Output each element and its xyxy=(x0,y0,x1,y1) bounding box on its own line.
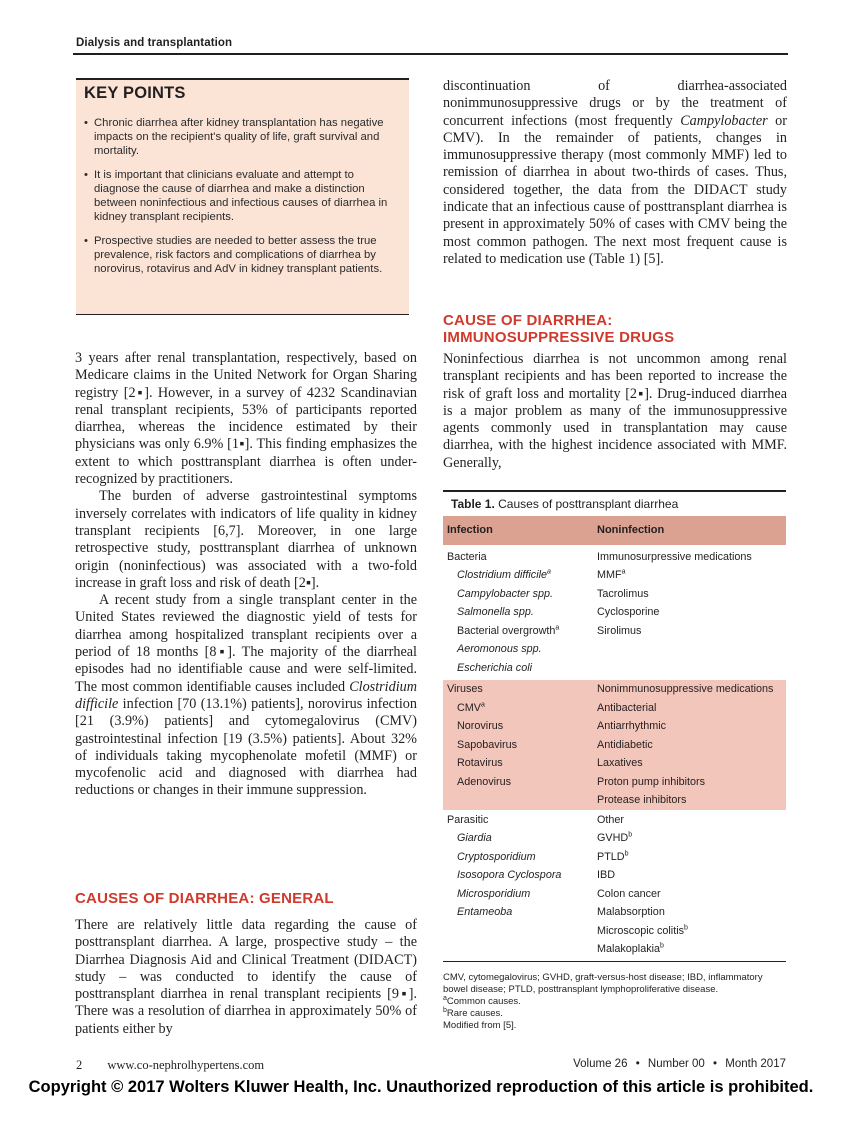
page-number: 2 xyxy=(76,1058,83,1072)
key-point-item: • Prospective studies are needed to better assess the true prevalence, risk factors and complications of diarrhea by norovirus, rotavirus and AdV in kidney transplant patients. xyxy=(84,235,383,275)
table-cell: Antibacterial xyxy=(597,701,657,714)
key-points-bottom-rule xyxy=(76,314,409,315)
table-cell: Bacteria xyxy=(447,550,487,563)
table-cell: Entameoba xyxy=(457,906,513,918)
table-cell: Clostridium difficile$^a$ xyxy=(457,568,551,581)
table-cell: IBD xyxy=(597,869,615,881)
table-section-parasitic xyxy=(443,810,786,959)
table-footnotes xyxy=(443,972,786,1033)
body-paragraph: A recent study from a single transplant center in the United States reviewed the diagnostic yield of tests for diarrhea among hospitalized transplant recipients over a period of 18 months [8▪]. The majority of the diarrheal episodes had no identifiable cause and were self-limited. The most common identifiable causes included Clostridium difficile infection [70 (13.1%) patients], norovirus infection [21 (3.9%) patients] and cytomegalovirus (CMV) gastrointestinal infection [19 (3.5%) patients]. About 32% of individuals taking mycophenolate mofetil (MMF) or mycofenolic acid and diagnosed with diarrhea had reductions or changes in their immune suppression. xyxy=(75,592,417,799)
body-paragraph: 3 years after renal transplantation, respectively, based on Medicare claims in the United Network for Organ Sharing registry [2▪]. However, in a survey of 4232 Scandinavian renal transplant recipients, 53% of participants reported diarrhea, whereas the incidence estimated by their physicians was only 6.9% [1▪]. This finding emphasizes the extent to which posttransplant diarrhea is often under-recognized by practitioners. xyxy=(75,350,417,488)
copyright-notice: Copyright © 2017 Wolters Kluwer Health, Inc. Unauthorized reproduction of this article is prohibited. xyxy=(28,1078,814,1096)
table-cell: Protease inhibitors xyxy=(597,794,687,806)
left-column xyxy=(75,350,417,800)
table-cell: Giardia xyxy=(457,832,492,844)
table-cell: Antidiabetic xyxy=(597,738,653,751)
key-points-list xyxy=(84,116,402,286)
separator: • xyxy=(635,1058,640,1070)
section-heading-general: CAUSES OF DIARRHEA: GENERAL xyxy=(75,890,334,907)
table-footnote: Modified from [5]. xyxy=(443,1020,517,1032)
table-bottom-rule xyxy=(443,961,786,962)
table-cell: Cyclosporine xyxy=(597,606,660,618)
table-cell: Salmonella spp. xyxy=(457,606,534,618)
table-footnote: $^a$Common causes. xyxy=(443,994,521,1007)
table-cell: Antiarrhythmic xyxy=(597,720,666,732)
header-rule xyxy=(73,53,788,55)
table-cell: Malakoplakia$^b$ xyxy=(597,942,664,955)
table-footnote: $^b$Rare causes. xyxy=(443,1006,503,1020)
running-head: Dialysis and transplantation xyxy=(76,37,233,49)
issue-month: Month 2017 xyxy=(725,1058,786,1070)
table-cell: Laxatives xyxy=(597,757,643,769)
table-cell: Aeromonous spp. xyxy=(457,643,542,655)
table-cell: Malabsorption xyxy=(597,906,665,918)
table-cell: GVHD$^b$ xyxy=(597,831,633,844)
separator: • xyxy=(713,1058,718,1070)
issue-number: Number 00 xyxy=(647,1058,705,1070)
table-cell: Other xyxy=(597,813,625,826)
left-column-lower xyxy=(75,890,417,1038)
key-points-title: KEY POINTS xyxy=(84,84,186,102)
key-point-item: • Chronic diarrhea after kidney transplantation has negative impacts on the recipient's quality of life, graft survival and mortality. xyxy=(84,117,384,157)
key-points-top-rule xyxy=(76,78,409,80)
table-header-row xyxy=(443,516,786,545)
right-column-upper xyxy=(443,78,787,268)
footer-left xyxy=(76,1058,264,1073)
body-paragraph: Noninfectious diarrhea is not uncommon among renal transplant recipients and has been reported to increase the risk of graft loss and mortality [2▪]. Drug-induced diarrhea is a major problem as many of the immunosuppressive agents commonly used in transplantation may cause diarrhea, with the highest incidence associated with MMF. Generally, xyxy=(443,351,787,471)
footer-right xyxy=(573,1058,786,1070)
key-points-box xyxy=(76,78,409,315)
table-cell: Escherichia coli xyxy=(457,661,533,674)
table-cell: Rotavirus xyxy=(457,757,503,769)
table-caption: Table 1. Causes of posttransplant diarrhea xyxy=(451,496,679,511)
table-cell: Immunosurpressive medications xyxy=(597,550,752,563)
table-cell: Norovirus xyxy=(457,720,504,732)
table-cell: Proton pump inhibitors xyxy=(597,775,706,788)
journal-website: www.co-nephrolhypertens.com xyxy=(107,1058,265,1072)
body-paragraph: The burden of adverse gastrointestinal symptoms inversely correlates with indicators of life quality in kidney transplant recipients [6,7]. Moreover, in one large retrospective study, posttransplant diarrhea of unknown origin (noninfectious) was associated with a two-fold increase in graft loss and risk of death [2▪]. xyxy=(75,488,417,591)
table-cell: Viruses xyxy=(447,683,483,695)
table-cell: Sirolimus xyxy=(597,624,642,637)
section-heading-immunosuppressive: CAUSE OF DIARRHEA: IMMUNOSUPPRESSIVE DRUGS xyxy=(443,312,675,346)
table-cell: Sapobavirus xyxy=(457,738,518,751)
table-cell: Tacrolimus xyxy=(597,587,649,600)
table-cell: Parasitic xyxy=(447,813,489,826)
table-cell: Isosopora Cyclospora xyxy=(457,869,562,881)
table-header-infection: Infection xyxy=(447,524,493,536)
right-column-middle xyxy=(443,312,787,472)
table-cell: Bacterial overgrowth$^a$ xyxy=(457,623,560,637)
table-cell: Nonimmunosuppressive medications xyxy=(597,683,774,695)
table-cell: Microscopic colitis$^b$ xyxy=(597,923,688,937)
table-section-viruses xyxy=(443,680,786,810)
key-point-item: • It is important that clinicians evaluate and attempt to diagnose the cause of diarrhea and make a distinction between noninfectious and infectious causes of diarrhea in kidney transplant recipients. xyxy=(84,169,388,223)
table-cell: Colon cancer xyxy=(597,887,661,900)
table-cell: Campylobacter spp. xyxy=(457,587,554,600)
table-footnote: CMV, cytomegalovirus; GVHD, graft-versus-host disease; IBD, inflammatory bowel disease; PTLD, posttransplant lymphoproliferative disease. xyxy=(443,971,763,995)
body-paragraph: discontinuation of diarrhea-associated nonimmunosuppressive drugs or by the treatment of concurrent infections (most frequently Campylobacter or CMV). In the remainder of patients, changes in immunosuppressive therapy (most commonly MMF) led to remission of diarrhea in about two-thirds of cases. Thus, considered together, the data from the DIDACT study indicate that an infectious cause of posttransplant diarrhea is present in approximately 50% of cases with CMV being the most common pathogen. The next most frequent cause is related to medication use (Table 1) [5]. xyxy=(443,78,787,267)
volume: Volume 26 xyxy=(573,1058,628,1070)
table-cell: Cryptosporidium xyxy=(457,850,536,863)
table-header-noninfection: Noninfection xyxy=(597,524,665,536)
table-cell: PTLD$^b$ xyxy=(597,849,629,863)
table-cell: Microsporidium xyxy=(457,887,531,900)
table-section-bacteria xyxy=(443,545,786,681)
table-cell: CMV$^a$ xyxy=(457,700,485,714)
table-cell: Adenovirus xyxy=(457,775,512,788)
table-cell: MMF$^a$ xyxy=(597,568,626,581)
table-1 xyxy=(443,490,786,1033)
body-paragraph: There are relatively little data regarding the cause of posttransplant diarrhea. A large, prospective study – the Diarrhea Diagnosis Aid and Clinical Treatment (DIDACT) study – was conducted to identify the cause of posttransplant diarrhea in renal transplant recipients [9▪]. There was a resolution of diarrhea in approximately 50% of patients either by xyxy=(75,917,417,1037)
